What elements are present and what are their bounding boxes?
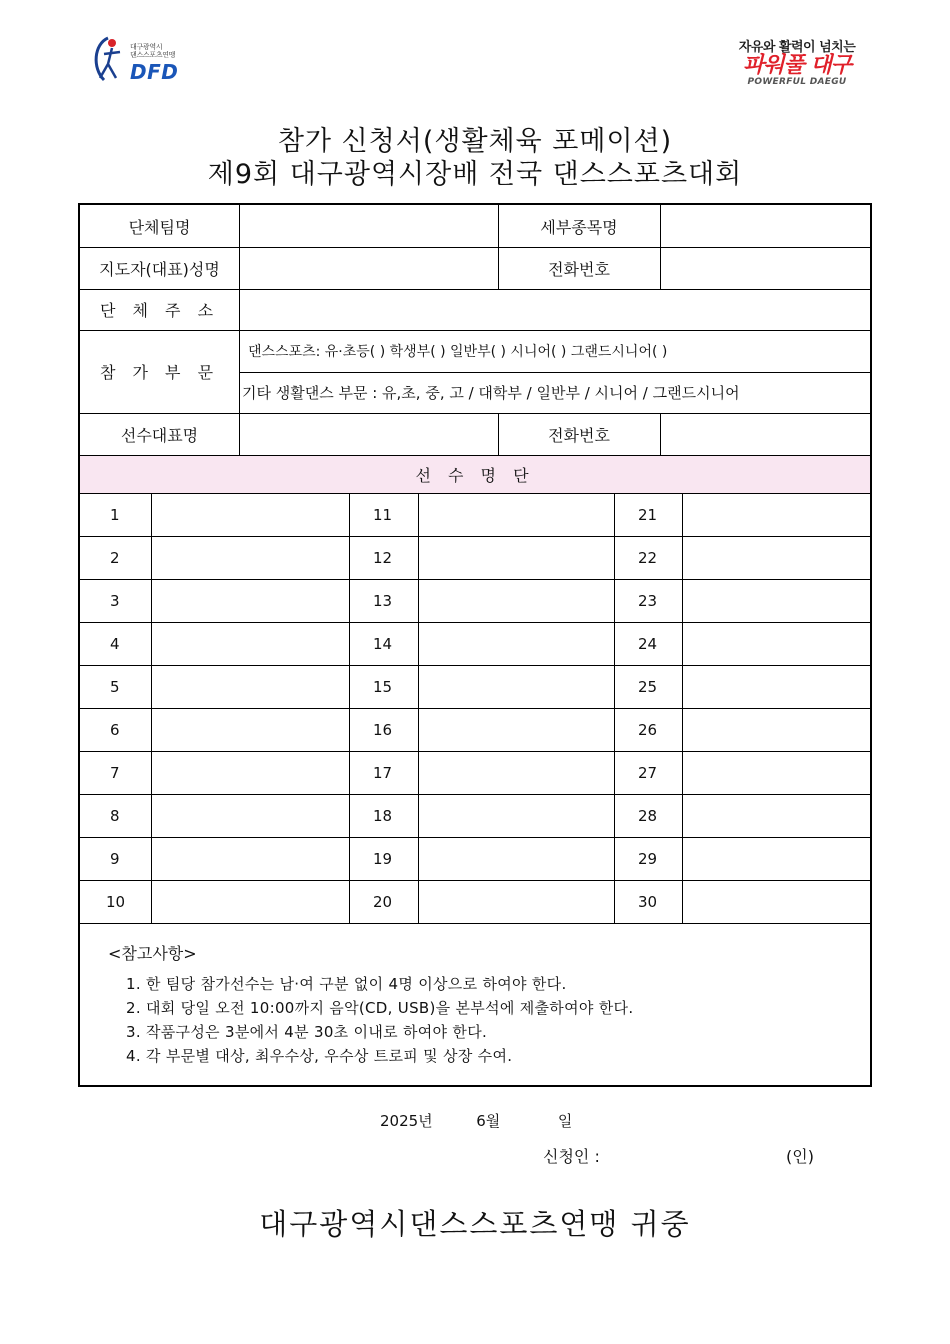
roster-number: 20 xyxy=(373,892,393,911)
seal-mark: (인) xyxy=(786,1147,814,1166)
roster-number: 10 xyxy=(106,892,126,911)
date-year: 2025년 xyxy=(380,1112,433,1130)
submission-date xyxy=(380,1110,572,1131)
rep-phone-label: 전화번호 xyxy=(548,425,610,445)
slogan: 자유와 활력이 넘치는 xyxy=(738,40,856,55)
dfd-brand: DFD xyxy=(130,60,179,84)
powerful-daegu-logo xyxy=(732,36,862,87)
dancer-emblem-icon xyxy=(86,34,132,86)
roster-number: 11 xyxy=(373,505,393,524)
roster-number: 17 xyxy=(373,763,393,782)
division-other[interactable]: 기타 생활댄스 부문 : 유,초, 중, 고 / 대학부 / 일반부 / 시니어 / 그랜드시니어 xyxy=(242,384,740,402)
address-input[interactable] xyxy=(240,289,870,330)
date-day: 일 xyxy=(557,1112,573,1130)
rep-name-input[interactable] xyxy=(240,413,498,455)
rep-phone-input[interactable] xyxy=(661,413,870,455)
roster-title: 선 수 명 단 xyxy=(415,465,535,485)
notes-section xyxy=(108,941,633,1068)
roster-number: 8 xyxy=(110,806,120,825)
roster-number: 5 xyxy=(110,677,120,696)
date-month: 6월 xyxy=(476,1112,501,1130)
roster-number: 25 xyxy=(638,677,658,696)
roster-number: 14 xyxy=(373,634,393,653)
roster-number: 27 xyxy=(638,763,658,782)
event-title: 제9회 대구광역시장배 전국 댄스스포츠대회 xyxy=(207,159,743,190)
roster-number: 4 xyxy=(110,634,120,653)
roster-number: 21 xyxy=(638,505,658,524)
roster-number: 28 xyxy=(638,806,658,825)
team-name-input[interactable] xyxy=(240,205,498,247)
roster-number: 7 xyxy=(110,763,120,782)
rep-name-label: 선수대표명 xyxy=(120,425,199,445)
roster-number: 23 xyxy=(638,591,658,610)
team-name-label: 단체팀명 xyxy=(128,217,191,237)
note-item: 2. 대회 당일 오전 10:00까지 음악(CD, USB)을 본부석에 제출하여야 한다. xyxy=(126,999,634,1017)
recipient-line: 대구광역시댄스스포츠연맹 귀중 xyxy=(259,1207,691,1241)
application-form xyxy=(78,203,872,1087)
division-dancesport[interactable]: 댄스스포츠: 유·초등( ) 학생부( ) 일반부( ) 시니어( ) 그랜드시니어( ) xyxy=(248,344,668,360)
roster-number: 24 xyxy=(638,634,658,653)
roster-number: 6 xyxy=(110,720,120,739)
address-label: 단 체 주 소 xyxy=(99,301,220,320)
roster-number: 3 xyxy=(110,591,120,610)
roster-number: 18 xyxy=(373,806,393,825)
notes-heading: <참고사항> xyxy=(108,944,197,963)
brand-name-en: POWERFUL DAEGU xyxy=(747,77,847,87)
roster-number: 22 xyxy=(638,548,658,567)
roster-number: 9 xyxy=(110,849,120,868)
roster-number: 2 xyxy=(110,548,120,567)
brand-name: 파워풀 대구 xyxy=(743,53,851,78)
category-label: 세부종목명 xyxy=(540,217,618,237)
roster-number: 12 xyxy=(373,548,393,567)
category-input[interactable] xyxy=(661,205,870,247)
leader-phone-input[interactable] xyxy=(661,247,870,289)
applicant-line xyxy=(543,1144,823,1167)
roster-number: 13 xyxy=(373,591,393,610)
roster-number: 19 xyxy=(373,849,393,868)
form-title: 참가 신청서(생활체육 포메이션) xyxy=(277,126,673,157)
note-item: 4. 각 부문별 대상, 최우수상, 우수상 트로피 및 상장 수여. xyxy=(126,1047,513,1065)
leader-phone-label: 전화번호 xyxy=(548,259,610,279)
division-label: 참 가 부 문 xyxy=(99,363,220,382)
note-item: 1. 한 팀당 참가선수는 남·여 구분 없이 4명 이상으로 하여야 한다. xyxy=(126,975,567,993)
leader-name-input[interactable] xyxy=(240,247,498,289)
roster-number: 16 xyxy=(373,720,393,739)
org-name-small: 대구광역시 댄스스포츠연맹 xyxy=(130,43,176,59)
roster-number: 30 xyxy=(638,892,658,911)
leader-name-label: 지도자(대표)성명 xyxy=(99,259,220,279)
roster-number: 29 xyxy=(638,849,658,868)
applicant-label: 신청인 : xyxy=(543,1147,600,1166)
dfd-logo xyxy=(86,34,196,86)
roster-number: 26 xyxy=(638,720,658,739)
note-item: 3. 작품구성은 3분에서 4분 30초 이내로 하여야 한다. xyxy=(126,1023,488,1041)
roster-number: 15 xyxy=(373,677,393,696)
roster-number: 1 xyxy=(110,505,120,524)
